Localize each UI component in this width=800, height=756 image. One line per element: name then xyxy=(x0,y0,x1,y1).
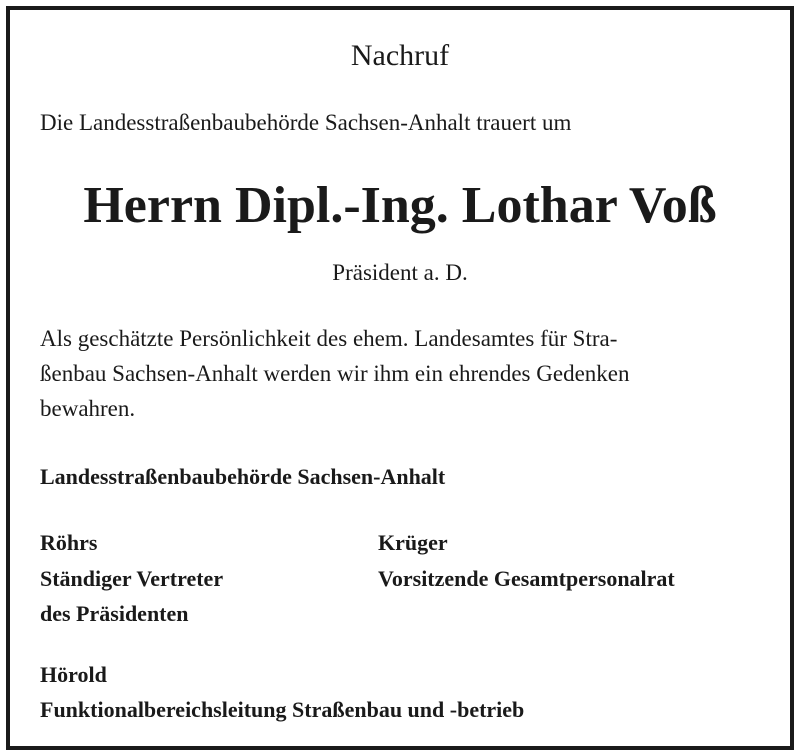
signatory-left-name: Röhrs xyxy=(40,530,98,555)
signatory-left-title: des Präsidenten xyxy=(40,601,189,626)
notice-heading: Nachruf xyxy=(350,39,450,72)
signatory-bottom-title: Funktionalbereichsleitung Straßenbau und -betrieb xyxy=(40,697,525,722)
obituary-frame xyxy=(6,6,794,750)
organization-name: Landesstraßenbaubehörde Sachsen-Anhalt xyxy=(40,464,446,489)
deceased-name: Herrn Dipl.-Ing. Lothar Voß xyxy=(83,177,717,234)
body-text-line: bewahren. xyxy=(40,396,136,421)
signatory-left-title: Ständiger Vertreter xyxy=(40,566,224,591)
signatory-right-name: Krüger xyxy=(378,530,448,555)
body-text-line: ßenbau Sachsen-Anhalt werden wir ihm ein ehrendes Gedenken xyxy=(40,361,630,386)
deceased-role: Präsident a. D. xyxy=(332,260,468,285)
intro-text: Die Landesstraßenbaubehörde Sachsen-Anhalt trauert um xyxy=(40,110,572,135)
signatory-right-title: Vorsitzende Gesamtpersonalrat xyxy=(378,566,675,591)
body-text-line: Als geschätzte Persönlichkeit des ehem. Landesamtes für Stra- xyxy=(40,326,618,351)
signatory-bottom-name: Hörold xyxy=(40,662,107,687)
